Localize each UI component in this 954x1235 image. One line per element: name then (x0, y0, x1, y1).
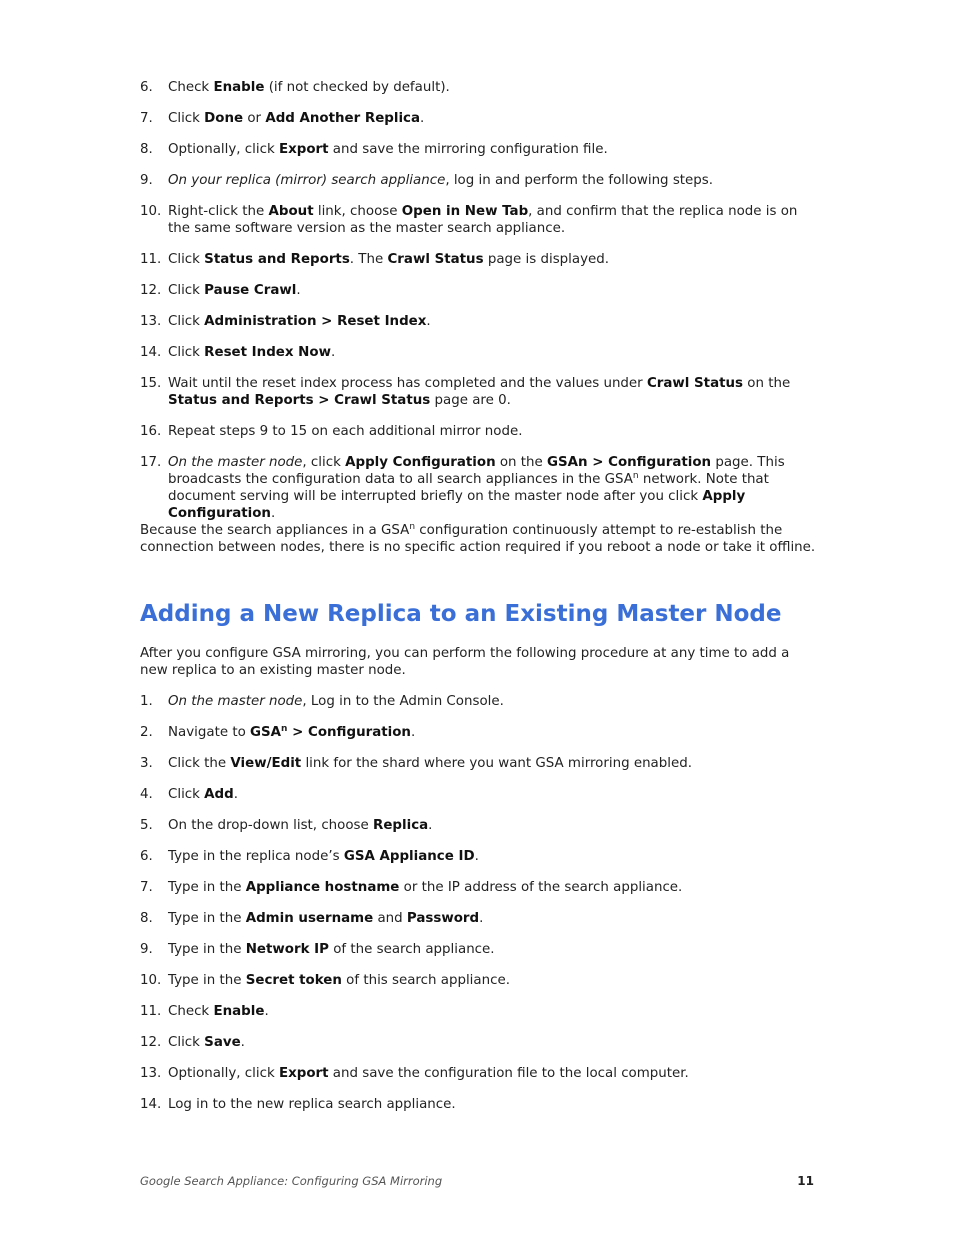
list-item (140, 110, 820, 127)
list-item (140, 423, 820, 440)
list-item-number: 9. (140, 942, 153, 957)
list-item-number: 4. (140, 787, 153, 802)
list-item (140, 1096, 820, 1113)
list-item (140, 786, 820, 803)
list-item-number: 11. (140, 1004, 162, 1019)
list-item (140, 693, 820, 710)
list-item (140, 454, 820, 522)
list-item (140, 251, 820, 268)
list-item-text: Click Administration > Reset Index. (168, 314, 431, 329)
list-item (140, 344, 820, 361)
list-item (140, 313, 820, 330)
list-item (140, 848, 820, 865)
list-item-number: 5. (140, 818, 153, 833)
footer-doc-title: Google Search Appliance: Configuring GSA Mirroring (140, 1174, 443, 1188)
list-item-number: 14. (140, 345, 162, 360)
list-item (140, 817, 820, 834)
list-item-number: 9. (140, 173, 153, 188)
list-item-text: Check Enable (if not checked by default). (168, 80, 450, 95)
list-item-text: On the master node, click Apply Configuration on the GSAn > Configuration page. This broadcasts the configuration data to all search appliances in the GSA$^n$ network. Note that document serving will be interrupted briefly on the master node after you click Apply Configuration. (168, 455, 785, 521)
list-item-number: 6. (140, 849, 153, 864)
list-item-text: On the master node, Log in to the Admin Console. (168, 694, 504, 709)
list-item-number: 12. (140, 283, 162, 298)
list-item-text: Type in the Admin username and Password. (168, 911, 484, 926)
list-item-number: 13. (140, 1066, 162, 1081)
list-item-number: 10. (140, 973, 162, 988)
list-item-text: Click Reset Index Now. (168, 345, 336, 360)
list-item-text: Repeat steps 9 to 15 on each additional mirror node. (168, 424, 523, 439)
list-item-number: 3. (140, 756, 153, 771)
list-item-text: Click Done or Add Another Replica. (168, 111, 425, 126)
list-item (140, 724, 820, 741)
steps-continued-list (140, 79, 820, 522)
list-item-text: Click Save. (168, 1035, 245, 1050)
reboot-paragraph: Because the search appliances in a GSA$^n$ configuration continuously attempt to re-establish the connection between nodes, there is no specific action required if you reboot a node or take it offline. (140, 522, 816, 555)
list-item-number: 1. (140, 694, 153, 709)
list-item (140, 910, 820, 927)
list-item-text: Click Status and Reports. The Crawl Status page is displayed. (168, 252, 610, 267)
list-item (140, 941, 820, 958)
list-item-number: 16. (140, 424, 162, 439)
list-item-number: 2. (140, 725, 153, 740)
list-item-number: 17. (140, 455, 162, 470)
list-item (140, 1065, 820, 1082)
list-item-number: 14. (140, 1097, 162, 1112)
new-replica-steps-list (140, 693, 820, 1113)
list-item-number: 13. (140, 314, 162, 329)
list-item (140, 1003, 820, 1020)
list-item-text: Optionally, click Export and save the configuration file to the local computer. (168, 1066, 689, 1081)
list-item-number: 10. (140, 204, 162, 219)
list-item-text: Wait until the reset index process has completed and the values under Crawl Status on the Status and Reports > Crawl Status page are 0. (168, 376, 791, 408)
list-item (140, 972, 820, 989)
list-item-text: Type in the Appliance hostname or the IP address of the search appliance. (168, 880, 683, 895)
list-item-text: Log in to the new replica search appliance. (168, 1097, 456, 1112)
list-item-text: On the drop-down list, choose Replica. (168, 818, 433, 833)
list-item-text: Type in the Network IP of the search appliance. (168, 942, 495, 957)
list-item-text: Navigate to $GSA^n$ > Configuration. (168, 724, 416, 740)
footer-page-number: 11 (797, 1174, 814, 1188)
section-intro: After you configure GSA mirroring, you can perform the following procedure at any time to add a new replica to an existing master node. (140, 646, 790, 678)
list-item-text: Type in the replica node’s GSA Appliance ID. (168, 849, 479, 864)
list-item (140, 79, 820, 96)
list-item (140, 1034, 820, 1051)
list-item-number: 15. (140, 376, 162, 391)
list-item-text: Right-click the About link, choose Open in New Tab, and confirm that the replica node is on the same software version as the master search appliance. (168, 204, 798, 236)
list-item-number: 11. (140, 252, 162, 267)
list-item (140, 879, 820, 896)
list-item-text: Check Enable. (168, 1004, 269, 1019)
list-item-text: Optionally, click Export and save the mirroring configuration file. (168, 142, 608, 157)
list-item (140, 282, 820, 299)
list-item-number: 7. (140, 880, 153, 895)
list-item-text: Type in the Secret token of this search appliance. (168, 973, 510, 988)
list-item (140, 375, 820, 409)
list-item-number: 8. (140, 911, 153, 926)
list-item-number: 6. (140, 80, 153, 95)
list-item (140, 755, 820, 772)
list-item-text: Click the View/Edit link for the shard where you want GSA mirroring enabled. (168, 756, 692, 771)
section-heading: Adding a New Replica to an Existing Master Node (140, 601, 782, 627)
list-item-number: 12. (140, 1035, 162, 1050)
list-item-text: On your replica (mirror) search appliance, log in and perform the following steps. (168, 173, 714, 188)
list-item-number: 8. (140, 142, 153, 157)
list-item-number: 7. (140, 111, 153, 126)
list-item (140, 203, 820, 237)
list-item (140, 172, 820, 189)
list-item (140, 141, 820, 158)
list-item-text: Click Pause Crawl. (168, 283, 301, 298)
list-item-text: Click Add. (168, 787, 238, 802)
